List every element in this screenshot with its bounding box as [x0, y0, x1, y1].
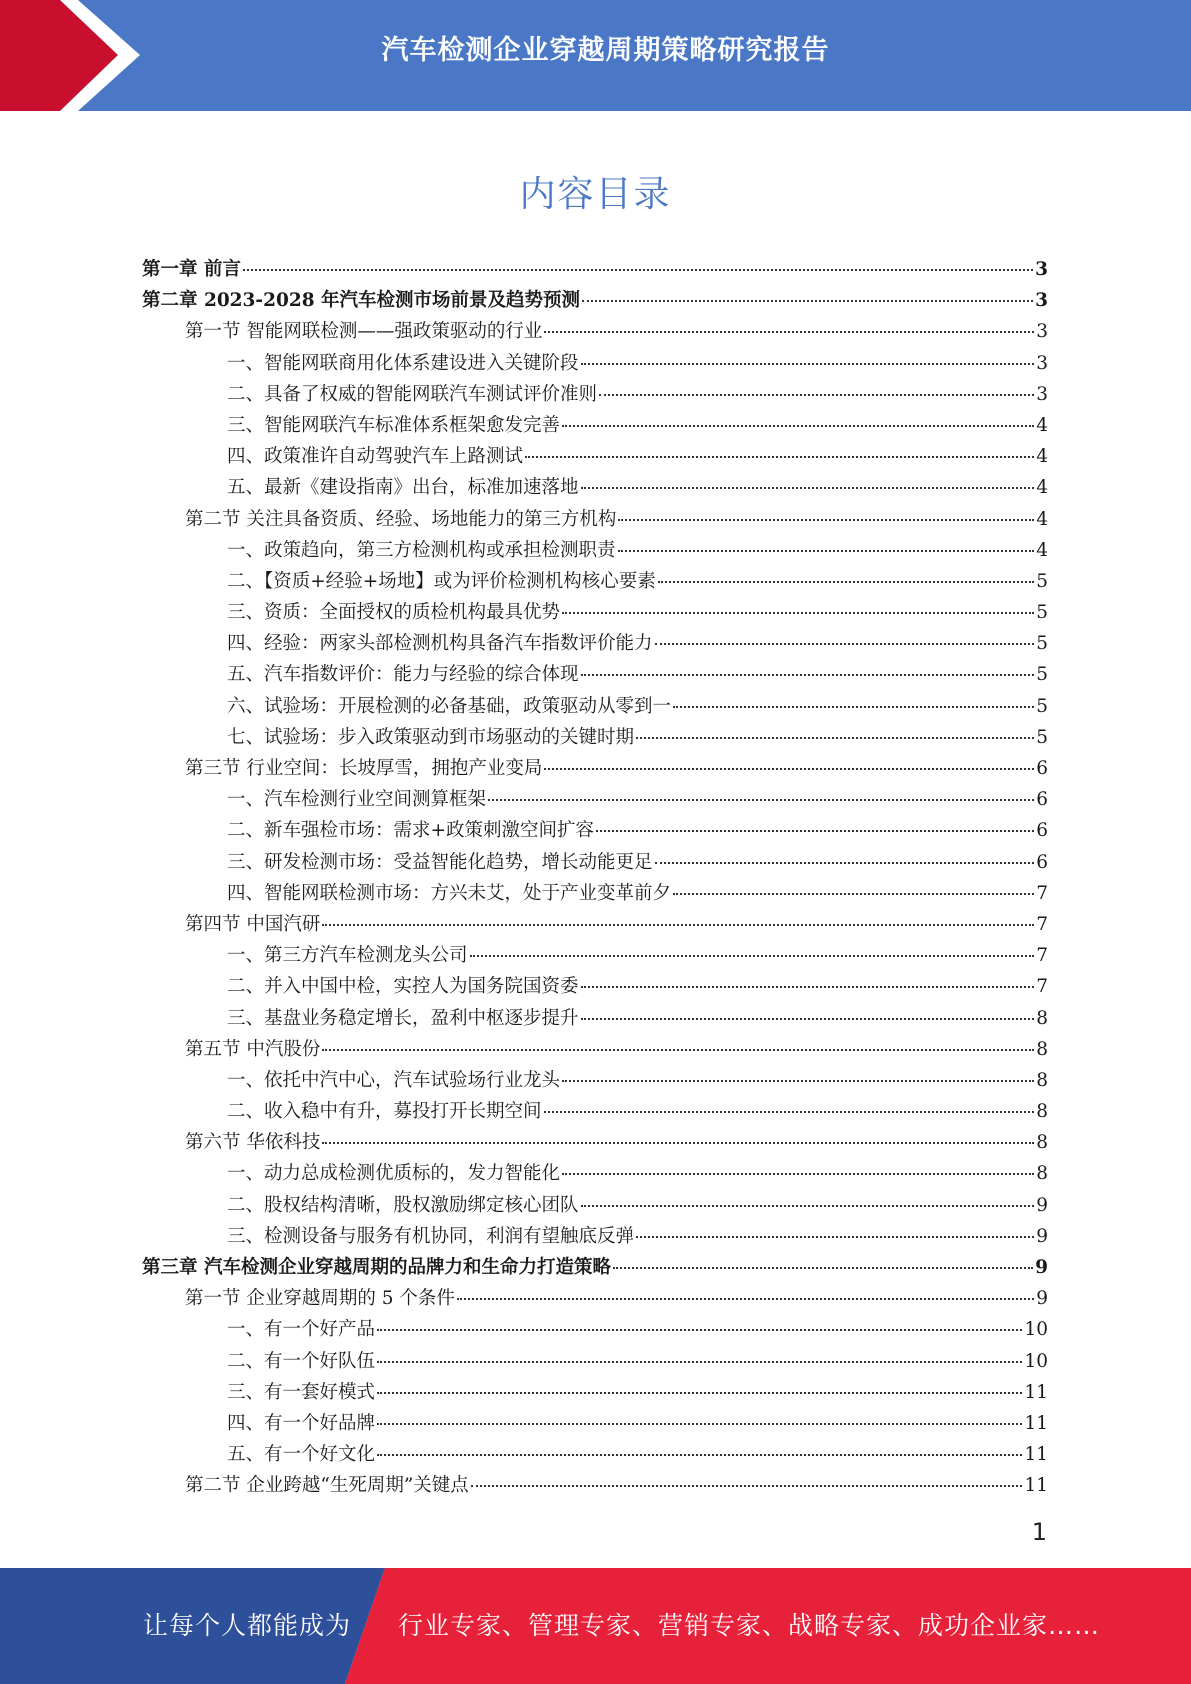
toc-leader-dots [544, 768, 1034, 770]
toc-entry-page: 11 [1024, 1475, 1048, 1497]
toc-entry-label: 第二节 企业跨越“生死周期”关键点 [185, 1475, 469, 1497]
toc-leader-dots [562, 425, 1034, 427]
toc-entry-page: 6 [1036, 851, 1048, 873]
toc-entry[interactable] [142, 784, 1048, 815]
toc-leader-dots [613, 1267, 1033, 1269]
toc-entry-page: 8 [1036, 1163, 1048, 1185]
toc-entry[interactable] [142, 940, 1048, 971]
toc-entry-page: 3 [1035, 259, 1048, 280]
header-banner [0, 0, 1191, 111]
toc-entry-page: 5 [1036, 602, 1048, 624]
toc-entry-page: 11 [1024, 1444, 1048, 1466]
toc-leader-dots [618, 519, 1034, 521]
toc-leader-dots [636, 1236, 1034, 1238]
toc-entry-page: 11 [1024, 1412, 1048, 1434]
toc-entry-page: 8 [1036, 1038, 1048, 1060]
toc-leader-dots [377, 1423, 1022, 1425]
toc-entry[interactable] [142, 1283, 1048, 1314]
toc-heading: 内容目录 [519, 174, 672, 215]
toc-entry[interactable] [142, 1034, 1048, 1065]
toc-leader-dots [377, 1361, 1022, 1363]
toc-entry[interactable] [142, 254, 1048, 285]
toc-entry-label: 一、有一个好产品 [227, 1319, 376, 1341]
toc-entry-page: 3 [1035, 290, 1048, 312]
toc-entry-label: 三、基盘业务稳定增长，盈利中枢逐步提升 [227, 1007, 579, 1029]
toc-entry-label: 三、检测设备与服务有机协同，利润有望触底反弹 [227, 1225, 635, 1247]
toc-entry-label: 三、有一套好模式 [227, 1381, 376, 1403]
toc-entry[interactable] [142, 971, 1048, 1002]
toc-entry-label: 第五节 中汽股份 [185, 1038, 321, 1060]
toc-entry[interactable] [142, 722, 1048, 753]
toc-entry-page: 3 [1036, 352, 1048, 374]
toc-entry-label: 第二节 关注具备资质、经验、场地能力的第三方机构 [185, 508, 617, 530]
toc-entry-label: 七、试验场：步入政策驱动到市场驱动的关键时期 [227, 726, 635, 748]
toc-entry-label: 第一章 前言 [142, 259, 241, 280]
toc-entry-page: 4 [1036, 414, 1048, 436]
toc-entry-label: 五、汽车指数评价：能力与经验的综合体现 [227, 664, 579, 686]
toc-entry-page: 9 [1036, 1288, 1048, 1310]
toc-leader-dots [322, 1142, 1034, 1144]
toc-entry-label: 一、第三方汽车检测龙头公司 [227, 945, 468, 967]
toc-leader-dots [544, 1111, 1035, 1113]
toc-entry-label: 三、研发检测市场：受益智能化趋势，增长动能更足 [227, 851, 653, 873]
toc-entry[interactable] [142, 441, 1048, 472]
toc-entry[interactable] [142, 1314, 1048, 1345]
toc-leader-dots [322, 924, 1034, 926]
toc-entry[interactable] [142, 410, 1048, 441]
toc-entry[interactable] [142, 1377, 1048, 1408]
toc-entry-page: 4 [1036, 477, 1048, 499]
report-title: 汽车检测企业穿越周期策略研究报告 [381, 35, 830, 66]
toc-entry-label: 四、智能网联检测市场：方兴未艾，处于产业变革前夕 [227, 882, 672, 904]
toc-leader-dots [243, 269, 1033, 271]
toc-entry-page: 7 [1036, 945, 1048, 967]
toc-leader-dots [544, 331, 1034, 333]
toc-entry-page: 10 [1024, 1319, 1048, 1341]
toc-leader-dots [636, 737, 1034, 739]
toc-entry-label: 一、政策趋向，第三方检测机构或承担检测职责 [227, 539, 616, 561]
toc-leader-dots [581, 1205, 1035, 1207]
toc-entry-page: 10 [1024, 1350, 1048, 1372]
toc-entry-page: 8 [1036, 1101, 1048, 1123]
toc-entry[interactable] [142, 1065, 1048, 1096]
toc-entry-label: 四、有一个好品牌 [227, 1412, 376, 1434]
toc-entry-page: 3 [1036, 383, 1048, 405]
toc-entry[interactable] [142, 1127, 1048, 1158]
toc-entry[interactable] [142, 285, 1048, 316]
toc-leader-dots [377, 1329, 1022, 1331]
toc-entry-label: 第一节 智能网联检测——强政策驱动的行业 [185, 321, 543, 343]
toc-entry[interactable] [142, 1470, 1048, 1501]
toc-entry[interactable] [142, 472, 1048, 503]
toc-entry[interactable] [142, 597, 1048, 628]
toc-leader-dots [581, 363, 1035, 365]
toc-leader-dots [488, 799, 1034, 801]
toc-entry-label: 第六节 华依科技 [185, 1132, 321, 1154]
toc-entry-page: 9 [1036, 1194, 1048, 1216]
toc-entry-label: 第三章 汽车检测企业穿越周期的品牌力和生命力打造策略 [142, 1257, 611, 1278]
toc-entry-page: 6 [1036, 758, 1048, 779]
toc-entry[interactable] [142, 691, 1048, 722]
toc-entry-page: 8 [1036, 1069, 1048, 1091]
toc-entry[interactable] [142, 1190, 1048, 1221]
toc-leader-dots [470, 955, 1035, 957]
footer-slogan-left: 让每个人都能成为 [143, 1611, 352, 1640]
toc-entry[interactable] [142, 878, 1048, 909]
toc-entry-page: 5 [1036, 726, 1048, 748]
toc-entry[interactable] [142, 379, 1048, 410]
toc-entry-page: 4 [1036, 508, 1048, 530]
toc-entry[interactable] [142, 566, 1048, 597]
toc-leader-dots [581, 487, 1035, 489]
toc-leader-dots [673, 893, 1034, 895]
toc-leader-dots [582, 300, 1033, 302]
toc-entry[interactable] [142, 1158, 1048, 1189]
toc-leader-dots [377, 1392, 1022, 1394]
toc-entry-page: 11 [1024, 1381, 1048, 1403]
toc-leader-dots [599, 394, 1034, 396]
toc-entry[interactable] [142, 535, 1048, 566]
toc-leader-dots [377, 1454, 1022, 1456]
toc-entry-page: 7 [1036, 913, 1048, 935]
toc-entry-label: 一、依托中汽中心，汽车试验场行业龙头 [227, 1069, 561, 1091]
toc-entry-page: 9 [1036, 1225, 1048, 1247]
toc-leader-dots [596, 830, 1034, 832]
page-number: 1 [1031, 1518, 1047, 1546]
toc-entry-label: 第四节 中国汽研 [185, 913, 321, 935]
toc-entry-label: 一、汽车检测行业空间测算框架 [227, 789, 487, 811]
toc-entry-page: 5 [1036, 695, 1048, 717]
toc-entry[interactable] [142, 815, 1048, 846]
toc-entry-label: 三、资质：全面授权的质检机构最具优势 [227, 602, 561, 624]
toc-leader-dots [581, 986, 1035, 988]
toc-entry-label: 二、新车强检市场：需求+政策刺激空间扩容 [227, 820, 595, 842]
toc-entry[interactable] [142, 628, 1048, 659]
toc-entry[interactable] [142, 316, 1048, 347]
toc-leader-dots [581, 674, 1035, 676]
toc-entry[interactable] [142, 1346, 1048, 1377]
toc-leader-dots [562, 1173, 1034, 1175]
toc-entry[interactable] [142, 1252, 1048, 1283]
toc-entry-page: 6 [1036, 820, 1048, 842]
footer-slogan-right: 行业专家、管理专家、营销专家、战略专家、成功企业家…… [398, 1611, 1101, 1640]
toc-entry[interactable] [142, 1439, 1048, 1470]
toc-leader-dots [471, 1485, 1023, 1487]
toc-entry[interactable] [142, 753, 1048, 784]
toc-leader-dots [618, 550, 1035, 552]
toc-entry-label: 三、智能网联汽车标准体系框架愈发完善 [227, 414, 561, 436]
toc-leader-dots [655, 643, 1035, 645]
toc-entry[interactable] [142, 1003, 1048, 1034]
toc-entry-page: 9 [1035, 1257, 1048, 1278]
toc-entry-label: 第三节 行业空间：长坡厚雪，拥抱产业变局 [185, 758, 543, 779]
toc-leader-dots [457, 1298, 1034, 1300]
toc-entry-page: 4 [1036, 539, 1048, 561]
toc-entry-page: 7 [1036, 882, 1048, 904]
toc-entry-page: 5 [1036, 664, 1048, 686]
toc-entry[interactable] [142, 847, 1048, 878]
toc-entry-label: 第二章 2023-2028 年汽车检测市场前景及趋势预测 [142, 290, 581, 312]
toc-entry-page: 6 [1036, 789, 1048, 811]
toc-entry-page: 8 [1036, 1132, 1048, 1154]
toc-entry-page: 4 [1036, 446, 1048, 468]
toc-leader-dots [525, 456, 1034, 458]
toc-entry[interactable] [142, 909, 1048, 940]
toc-entry-label: 四、经验：两家头部检测机构具备汽车指数评价能力 [227, 633, 653, 655]
footer-banner [0, 1568, 1191, 1684]
toc-entry-label: 一、智能网联商用化体系建设进入关键阶段 [227, 352, 579, 374]
toc-entry[interactable] [142, 1096, 1048, 1127]
toc-entry[interactable] [142, 659, 1048, 690]
toc-leader-dots [322, 1049, 1034, 1051]
toc-entry[interactable] [142, 504, 1048, 535]
toc-leader-dots [655, 862, 1035, 864]
toc-entry-page: 5 [1036, 633, 1048, 655]
toc-entry-label: 二、收入稳中有升，募投打开长期空间 [227, 1101, 542, 1123]
toc-leader-dots [581, 1018, 1035, 1020]
toc-entry[interactable] [142, 1221, 1048, 1252]
table-of-contents [142, 254, 1048, 1502]
toc-entry-label: 二、【资质+经验+场地】或为评价检测机构核心要素 [227, 570, 656, 592]
toc-leader-dots [658, 581, 1034, 583]
toc-entry-label: 六、试验场：开展检测的必备基础，政策驱动从零到一 [227, 695, 672, 717]
toc-leader-dots [562, 612, 1034, 614]
toc-leader-dots [562, 1080, 1034, 1082]
toc-entry-label: 二、股权结构清晰，股权激励绑定核心团队 [227, 1194, 579, 1216]
toc-entry[interactable] [142, 348, 1048, 379]
toc-entry-label: 五、最新《建设指南》出台，标准加速落地 [227, 477, 579, 499]
toc-entry-page: 3 [1036, 321, 1048, 343]
toc-entry-label: 二、有一个好队伍 [227, 1350, 376, 1372]
toc-entry-page: 7 [1036, 976, 1048, 998]
toc-entry-label: 一、动力总成检测优质标的，发力智能化 [227, 1163, 561, 1185]
toc-entry-label: 四、政策准许自动驾驶汽车上路测试 [227, 446, 524, 468]
toc-entry-label: 第一节 企业穿越周期的 5 个条件 [185, 1288, 455, 1310]
toc-entry-page: 8 [1036, 1007, 1048, 1029]
toc-entry[interactable] [142, 1408, 1048, 1439]
toc-entry-page: 5 [1036, 570, 1048, 592]
toc-entry-label: 二、并入中国中检，实控人为国务院国资委 [227, 976, 579, 998]
toc-entry-label: 五、有一个好文化 [227, 1444, 376, 1466]
toc-entry-label: 二、具备了权威的智能网联汽车测试评价准则 [227, 383, 598, 405]
toc-leader-dots [673, 706, 1034, 708]
